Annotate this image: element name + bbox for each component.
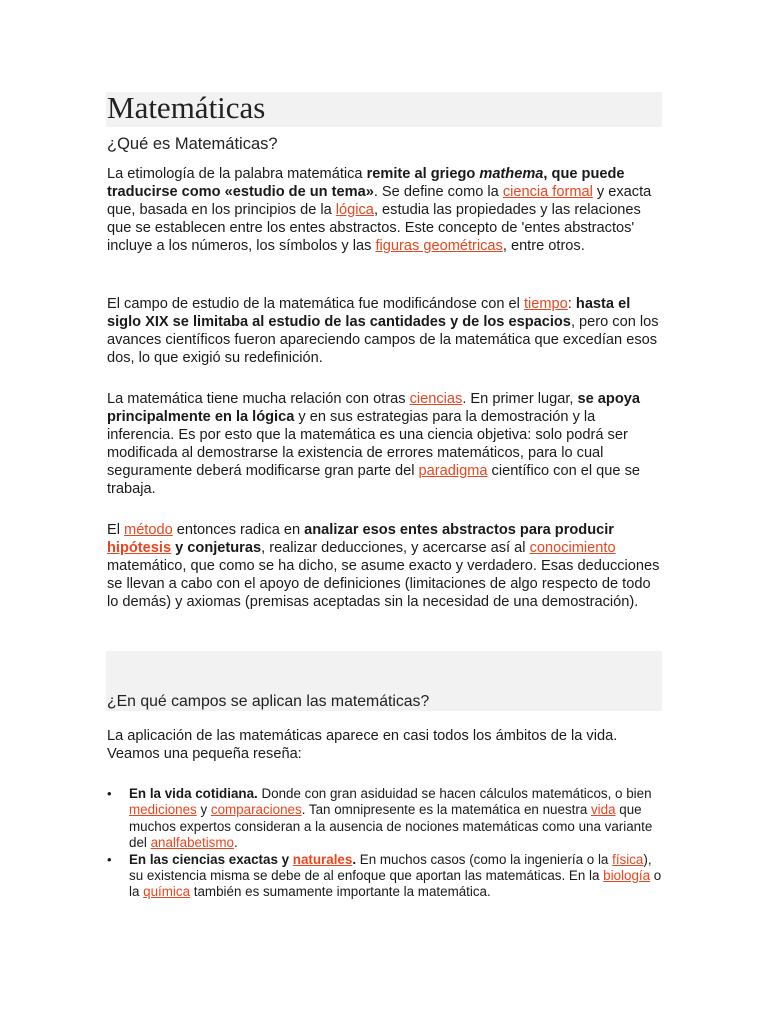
link-hipotesis[interactable]: hipótesis [107,540,172,556]
text-run: . Se define como la [373,184,503,200]
bold-run: hasta el siglo XIX se limitaba al estudio de las cantidades y de los espacios [107,296,631,330]
text-run: . En primer lugar, [462,391,578,407]
link-fisica[interactable]: física [612,851,644,867]
text-run: , entre otros. [502,238,585,254]
text-run: también es sumamente importante la matemática. [190,884,491,900]
link-quimica[interactable]: química [143,884,191,900]
section-subtitle: ¿Qué es Matemáticas? [107,135,278,153]
text-run: La etimología de la palabra matemática [107,166,367,182]
text-run: y en sus estrategias para la demostración y la inferencia. Es por esto que la matemática es una ciencia objetiva: solo podrá ser modificada al demostrarse la existencia de errores matemáticos, para lo cual seguramente deberá modificarse gran parte del [107,409,628,479]
paragraph-etymology [107,165,662,255]
link-mediciones[interactable]: mediciones [129,802,197,818]
link-naturales[interactable]: naturales [292,851,353,867]
applications-list [107,786,662,901]
text-run: La matemática tiene mucha relación con otras [107,391,410,407]
bold-run: analizar esos entes abstractos para producir [304,522,614,538]
link-figuras-geometricas[interactable]: figuras geométricas [375,238,503,254]
text-run: , estudia las propiedades y las relaciones que se establecen entre los entes abstractos. Este concepto de 'entes abstractos' incluye a los números, los símbolos y las [107,202,641,254]
text-run: En muchos casos (como la ingeniería o la [356,851,613,867]
bold-run: . [352,851,357,867]
text-run: El [107,522,125,538]
bold-run: remite al griego [366,166,480,182]
link-ciencias[interactable]: ciencias [409,391,463,407]
text-run: : [567,296,576,312]
text-run: Donde con gran asiduidad se hacen cálculos matemáticos, o bien [257,786,652,801]
text-run: entonces radica en [172,522,305,538]
bold-run: , que puede traducirse como «estudio de un tema» [107,166,625,200]
link-ciencia-formal[interactable]: ciencia formal [502,184,593,200]
paragraph-applications-intro: La aplicación de las matemáticas aparece en casi todos los ámbitos de la vida. Veamos una pequeña reseña: [107,728,618,762]
bold-run: y conjeturas [171,540,262,556]
bold-run: En las ciencias exactas y [129,851,293,867]
text-run: o la [129,868,662,900]
link-metodo[interactable]: método [124,522,173,538]
text-run: matemático, que como se ha dicho, se asume exacto y verdadero. Esas deducciones se llevan a cabo con el apoyo de definiciones (limitaciones de algo respecto de todo lo demás) y axiomas (premisas aceptadas sin la necesidad de una demostración). [107,558,660,610]
section-heading: ¿En qué campos se aplican las matemáticas? [107,693,430,710]
list-item [107,852,662,901]
bullet-icon: • [107,851,112,867]
link-paradigma[interactable]: paradigma [418,463,488,479]
paragraph-method [107,521,662,611]
page-title: Matemáticas [107,90,266,125]
text-run: El campo de estudio de la matemática fue modificándose con el [107,296,524,312]
link-tiempo[interactable]: tiempo [523,296,568,312]
text-run: , pero con los avances científicos fueron apareciendo campos de la matemática que excedían esos dos, lo que exigió su redefinición. [107,314,659,366]
link-biologia[interactable]: biología [603,868,651,884]
link-analfabetismo[interactable]: analfabetismo [150,835,234,851]
text-run: . [233,835,238,851]
text-run: , realizar deducciones, y acercarse así al [261,540,530,556]
paragraph-relations [107,390,662,498]
text-run: ), su existencia misma se debe de al enfoque que aportan las matemáticas. En la [129,851,652,884]
bullet-icon: • [107,786,112,801]
link-comparaciones[interactable]: comparaciones [210,802,302,818]
paragraph-history [107,295,662,367]
text-run: y [196,802,211,818]
bold-run: se apoya principalmente en la lógica [107,391,640,425]
text-run: que muchos expertos consideran a la ausencia de nociones matemáticas como una variante del [129,802,653,851]
list-item [107,786,662,852]
text-run: . Tan omnipresente es la matemática en nuestra [301,802,591,818]
link-vida[interactable]: vida [590,802,616,818]
text-run: y exacta que, basada en los principios de la [107,184,652,218]
italic-bold-run: mathema [479,166,544,182]
link-logica[interactable]: lógica [335,202,374,218]
text-run: científico con el que se trabaja. [107,463,640,497]
link-conocimiento[interactable]: conocimiento [529,540,616,556]
bold-run: En la vida cotidiana. [129,786,258,801]
